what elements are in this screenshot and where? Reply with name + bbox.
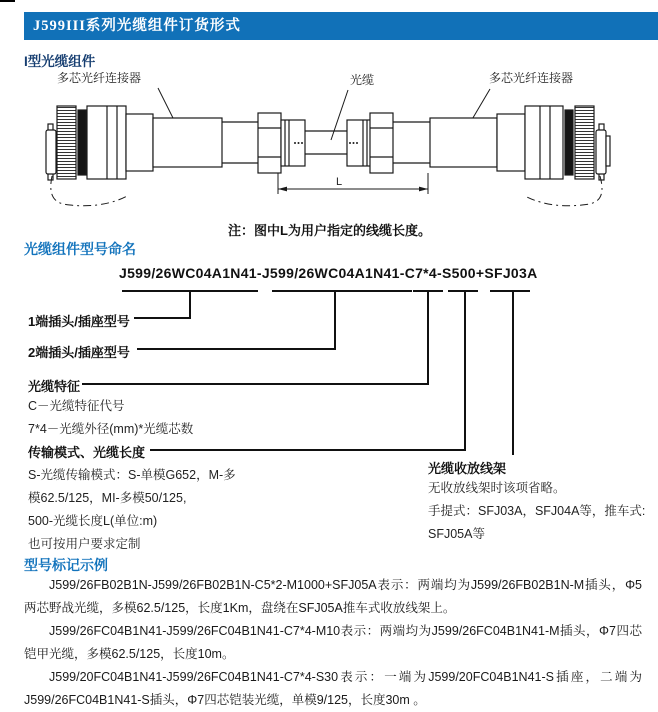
cable-assembly-diagram (0, 58, 658, 220)
examples-heading: 型号标记示例 (24, 557, 108, 573)
reel-omit-line: 无收放线架时该项省略。 (428, 481, 566, 495)
examples-block (24, 574, 642, 712)
reel-portable-line: 手提式：SFJ03A，SFJ04A等，推车式: (428, 504, 646, 518)
dimension-l-label: L (336, 176, 343, 188)
custom-order-line: 也可按用户要求定制 (28, 537, 141, 551)
callout-end2-label: 2端插头/插座型号 (28, 345, 130, 360)
example-paragraph-2: J599/26FC04B1N41-J599/26FC04B1N41-C7*4-M10表示：两端均为J599/26FC04B1N41-M插头，Φ7四芯铠甲光缆，多模62.5/125，长度10m。 (24, 624, 642, 661)
cable-diameter-cores-line: 7*4－光缆外径(mm)*光缆芯数 (28, 422, 194, 436)
page-title: J599III系列光缆组件订货形式 (33, 18, 241, 34)
callout-reel-label: 光缆收放线架 (428, 461, 507, 476)
cable-length-line: 500-光缆长度L(单位:m) (28, 514, 158, 528)
scan-corner-mark (0, 0, 15, 2)
callout-end1-label: 1端插头/插座型号 (28, 314, 130, 329)
page-title-bar (24, 12, 658, 40)
callout-cable-feature-label: 光缆特征 (28, 379, 81, 394)
example-paragraph-1: J599/26FB02B1N-J599/26FB02B1N-C5*2-M1000+SFJ05A表示：两端均为J599/26FB02B1N-M插头，Φ5两芯野战光缆，多模62.5/125，长度1Km，盘绕在SFJ05A推车式收放线架上。 (24, 578, 642, 615)
transmission-mode-line1: S-光缆传输模式：S-单模G652，M-多 (28, 468, 236, 482)
cable-label: 光缆 (350, 73, 375, 87)
cable-feature-code-line: C－光缆特征代号 (28, 399, 125, 413)
diagram-note: 注：图中L为用户指定的线缆长度。 (228, 223, 431, 238)
callout-transmission-label: 传输模式、光缆长度 (28, 445, 146, 460)
connector-right-label: 多芯光纤连接器 (489, 71, 574, 85)
reel-cart-line: SFJ05A等 (428, 527, 485, 541)
naming-heading: 光缆组件型号命名 (24, 241, 136, 257)
connector-left-label: 多芯光纤连接器 (57, 71, 142, 85)
transmission-mode-line2: 模62.5/125，MI-多模50/125, (28, 491, 187, 505)
section-type-i-label: I型光缆组件 (24, 54, 96, 69)
part-number: J599/26WC04A1N41-J599/26WC04A1N41-C7*4-S500+SFJ03A (119, 265, 538, 281)
example-paragraph-3: J599/20FC04B1N41-J599/26FC04B1N41-C7*4-S30表示：一端为J599/20FC04B1N41-S插座，二端为J599/26FC04B1N41-S插头，Φ7四芯铠装光缆，单模9/125，长度30m 。 (24, 670, 642, 707)
